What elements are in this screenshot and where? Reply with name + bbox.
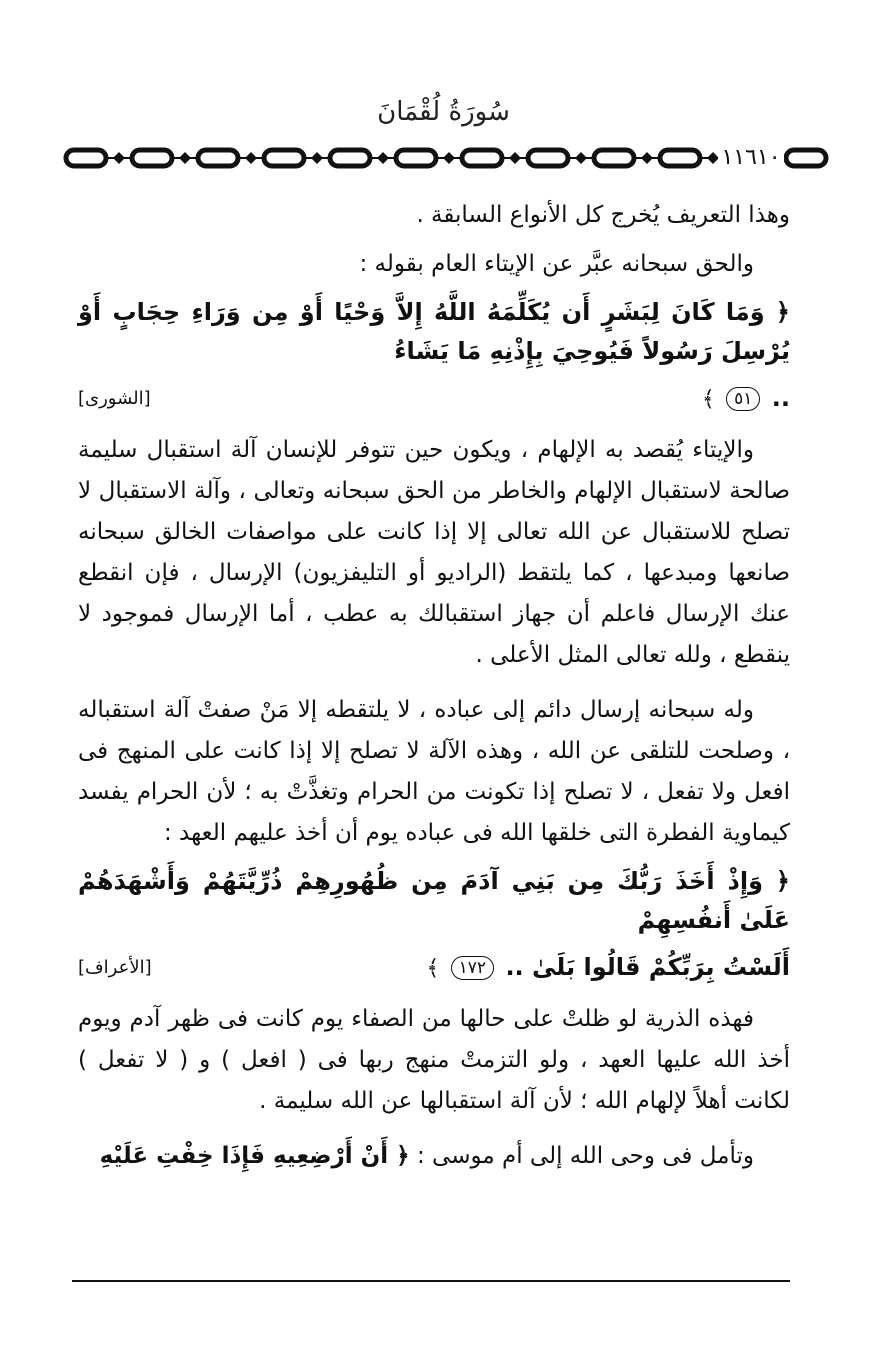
ayah-number: ١٧٢ [451, 956, 494, 980]
verse-ellipsis: .. [771, 384, 790, 412]
paragraph [78, 1136, 790, 1177]
surah-title: سُورَةُ لُقْمَانَ [377, 97, 510, 127]
verse-text: ﴿ وَمَا كَانَ لِبَشَرٍ أَن يُكَلِّمَهُ اللَّهُ إِلاَّ وَحْيًا أَوْ مِن وَرَاءِ حِجَابٍ أَوْ يُرْسِلَ رَسُولاً فَيُوحِيَ بِإِذْنِهِ مَا يَشَاءُ [78, 298, 790, 365]
paragraph [78, 999, 790, 1122]
quran-verse [78, 293, 790, 371]
paragraph-text: وله سبحانه إرسال دائم إلى عباده ، لا يلتقطه إلا مَنْ صفتْ آلة استقباله ، وصلحت للتلقى عن الله ، وهذه الآلة لا تصلح إلا إذا كانت على المنهج فى افعل ولا تفعل ، لا تصلح إذا تكونت من الحرام وتغذَّتْ به ؛ لأن الحرام يفسد كيماوية الفطرة التى خلقها الله فى عباده يوم أن أخذ عليهم العهد : [78, 697, 790, 846]
verse-close-bracket: ﴾ [701, 387, 715, 412]
ayah-number: ٥١ [726, 387, 760, 411]
paragraph-text: فهذه الذرية لو ظلتْ على حالها من الصفاء يوم كانت فى ظهر آدم ويوم أخذ الله عليها العهد ، ولو التزمتْ منهج ربها فى ( افعل ) و ( لا تفعل ) لكانت أهلاً لإلهام الله ؛ لأن آلة استقبالها عن الله سليمة . [78, 1006, 790, 1114]
footer-rule [72, 1280, 790, 1282]
page-body [78, 195, 790, 1191]
paragraph [78, 195, 790, 236]
surah-reference: [الشورى] [78, 388, 151, 409]
header-ornament-border [60, 143, 830, 173]
paragraph-text: والإيتاء يُقصد به الإلهام ، ويكون حين تتوفر للإنسان آلة استقبال سليمة صالحة لاستقبال الإلهام والخاطر من الحق سبحانه وتعالى ، وآلة الاستقبال لا تصلح للاستقبال عن الله تعالى إلا إذا كانت على مواصفات الخالق سبحانه صانعها ومبدعها ، كما يلتقط (الراديو أو التليفزيون) الإرسال ، فإن انقطع عنك الإرسال فاعلم أن جهاز استقبالك به عطب ، أما الإرسال فموجود لا ينقطع ، ولله تعالى المثل الأعلى . [78, 437, 790, 668]
quran-verse [78, 862, 790, 940]
verse-close-bracket: ﴾ [426, 956, 440, 981]
paragraph-text: وتأمل فى وحى الله إلى أم موسى : [416, 1143, 754, 1169]
verse-end [702, 379, 790, 419]
paragraph-text: والحق سبحانه عبَّر عن الإيتاء العام بقوله : [359, 251, 754, 277]
paragraph [78, 430, 790, 676]
paragraph [78, 244, 790, 285]
verse-end [426, 948, 790, 988]
paragraph-text: وهذا التعريف يُخرج كل الأنواع السابقة . [416, 202, 790, 228]
paragraph [78, 690, 790, 854]
verse-reference-line [78, 948, 790, 987]
verse-text: ﴿ أَنْ أَرْضِعِيهِ فَإِذَا خِفْتِ عَلَيْهِ [99, 1143, 410, 1169]
verse-reference-line [78, 379, 790, 418]
page-number: ١١٦١٠ [718, 144, 784, 172]
surah-reference: [الأعراف] [78, 957, 152, 978]
verse-text: أَلَسْتُ بِرَبِّكُمْ قَالُوا بَلَىٰ .. [505, 953, 790, 981]
verse-text: ﴿ وَإِذْ أَخَذَ رَبُّكَ مِن بَنِي آدَمَ مِن ظُهُورِهِمْ ذُرِّيَّتَهُمْ وَأَشْهَدَهُمْ عَلَىٰ أَنفُسِهِمْ [78, 867, 790, 934]
